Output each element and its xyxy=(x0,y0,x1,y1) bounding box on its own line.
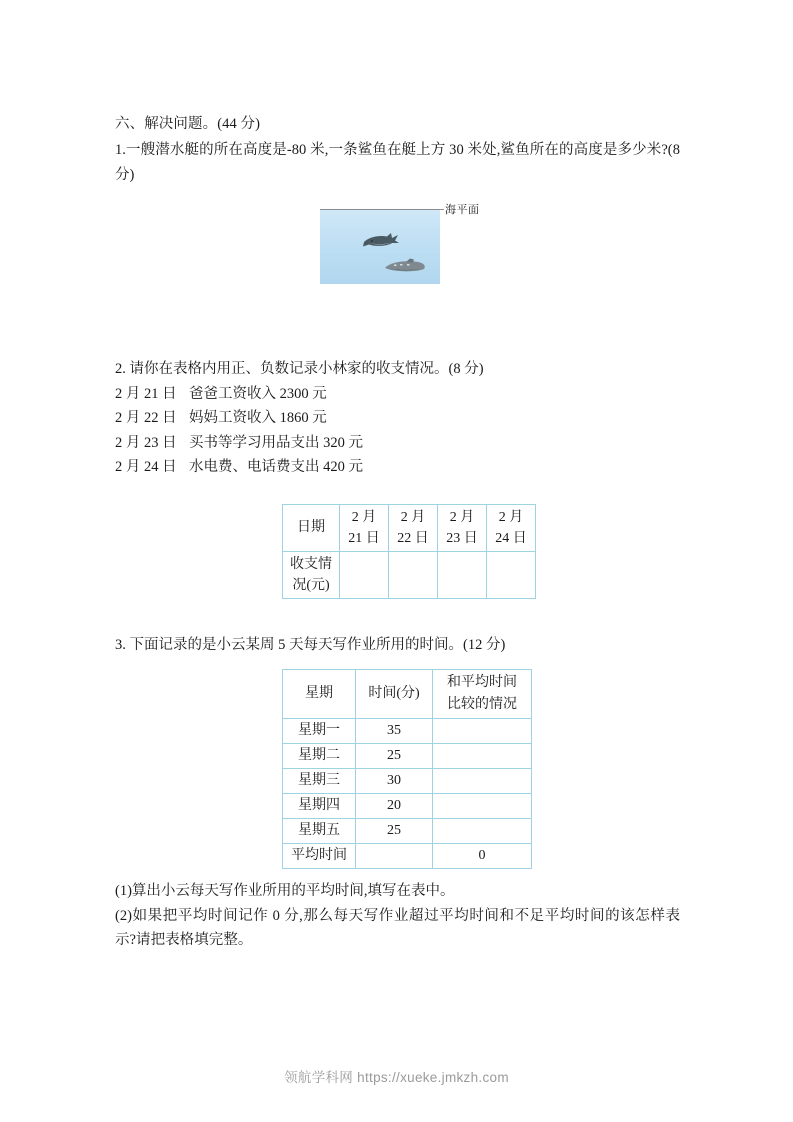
submarine-icon xyxy=(382,256,428,274)
question-2-prompt: 2. 请你在表格内用正、负数记录小林家的收支情况。(8 分) xyxy=(115,361,484,377)
ledger-amount-label-line2: 况(元) xyxy=(292,577,330,593)
table-header-row xyxy=(283,670,532,719)
ledger-answer-cell[interactable] xyxy=(438,551,487,598)
col-header-time: 时间(分) xyxy=(356,670,433,719)
ledger-date: 2 月 23 日 xyxy=(115,434,177,451)
col-header-compare xyxy=(433,670,532,719)
time-cell: 25 xyxy=(356,744,433,769)
ocean-background xyxy=(320,210,440,284)
weekday-cell: 星期二 xyxy=(283,744,356,769)
ledger-date-header xyxy=(438,504,487,551)
ledger-date-line1: 2 月 xyxy=(351,509,377,525)
ledger-desc: 水电费、电话费支出 420 元 xyxy=(189,459,363,475)
page-content xyxy=(115,112,680,953)
time-cell: 30 xyxy=(356,769,433,794)
weekday-cell: 星期三 xyxy=(283,769,356,794)
average-compare-cell: 0 xyxy=(433,844,532,869)
compare-answer-cell[interactable] xyxy=(433,819,532,844)
time-cell: 25 xyxy=(356,819,433,844)
ledger-header-label: 日期 xyxy=(283,504,340,551)
compare-answer-cell[interactable] xyxy=(433,719,532,744)
section-heading: 六、解决问题。(44 分) xyxy=(115,116,261,132)
ledger-amount-label-line1: 收支情 xyxy=(290,556,332,572)
table-row xyxy=(283,844,532,869)
ledger-date-header xyxy=(389,504,438,551)
ledger-answer-cell[interactable] xyxy=(340,551,389,598)
col-header-compare-line1: 和平均时间 xyxy=(447,675,517,690)
ledger-answer-cell[interactable] xyxy=(389,551,438,598)
table-row xyxy=(283,794,532,819)
ledger-date-line1: 2 月 xyxy=(498,509,524,525)
income-expense-table xyxy=(282,504,536,599)
ledger-desc: 买书等学习用品支出 320 元 xyxy=(189,434,363,451)
ledger-entry-row xyxy=(115,431,680,456)
ledger-date-line2: 24 日 xyxy=(495,530,527,546)
ledger-amount-label xyxy=(283,551,340,598)
table-row xyxy=(283,769,532,794)
question-3-prompt: 3. 下面记录的是小云某周 5 天每天写作业所用的时间。(12 分) xyxy=(115,636,506,653)
col-header-compare-line2: 比较的情况 xyxy=(447,697,517,712)
table-row xyxy=(283,819,532,844)
ledger-date-header xyxy=(487,504,536,551)
ledger-date-line1: 2 月 xyxy=(400,509,426,525)
question-3-sub2: (2)如果把平均时间记作 0 分,那么每天写作业超过平均时间和不足平均时间的该怎样表示?请把表格填完整。 xyxy=(115,907,680,948)
table-row xyxy=(283,719,532,744)
compare-answer-cell[interactable] xyxy=(433,794,532,819)
compare-answer-cell[interactable] xyxy=(433,769,532,794)
ledger-date-line1: 2 月 xyxy=(449,509,475,525)
ledger-date-line2: 23 日 xyxy=(446,530,478,546)
ledger-date-line2: 21 日 xyxy=(348,530,380,546)
col-header-weekday: 星期 xyxy=(283,670,356,719)
weekday-cell: 星期四 xyxy=(283,794,356,819)
ledger-answer-cell[interactable] xyxy=(487,551,536,598)
table-row xyxy=(283,744,532,769)
ledger-entry-row xyxy=(115,382,680,407)
table-row xyxy=(283,504,536,551)
ledger-desc: 妈妈工资收入 1860 元 xyxy=(189,410,327,426)
homework-time-table xyxy=(282,669,532,869)
table-row xyxy=(283,551,536,598)
time-cell: 20 xyxy=(356,794,433,819)
shark-icon xyxy=(362,232,402,249)
ledger-date: 2 月 24 日 xyxy=(115,459,177,475)
compare-answer-cell[interactable] xyxy=(433,744,532,769)
ledger-entry-row xyxy=(115,406,680,431)
sea-level-label: 海平面 xyxy=(445,204,480,216)
ledger-date-line2: 22 日 xyxy=(397,530,429,546)
question-3-sub1: (1)算出小云每天写作业所用的平均时间,填写在表中。 xyxy=(115,883,455,899)
footer-watermark: 领航学科网 https://xueke.jmkzh.com xyxy=(284,1070,509,1085)
ledger-date: 2 月 21 日 xyxy=(115,385,177,402)
average-time-cell[interactable] xyxy=(356,844,433,869)
weekday-cell: 星期一 xyxy=(283,719,356,744)
time-cell: 35 xyxy=(356,719,433,744)
ledger-date-header xyxy=(340,504,389,551)
question-1-illustration xyxy=(115,201,680,309)
ledger-desc: 爸爸工资收入 2300 元 xyxy=(189,385,327,402)
ledger-entry-row xyxy=(115,455,680,480)
weekday-cell: 星期五 xyxy=(283,819,356,844)
question-1-text: 1.一艘潜水艇的所在高度是-80 米,一条鲨鱼在艇上方 30 米处,鲨鱼所在的高度是多少米?(8 分) xyxy=(115,142,680,183)
average-label-cell: 平均时间 xyxy=(283,844,356,869)
ledger-date: 2 月 22 日 xyxy=(115,410,177,426)
